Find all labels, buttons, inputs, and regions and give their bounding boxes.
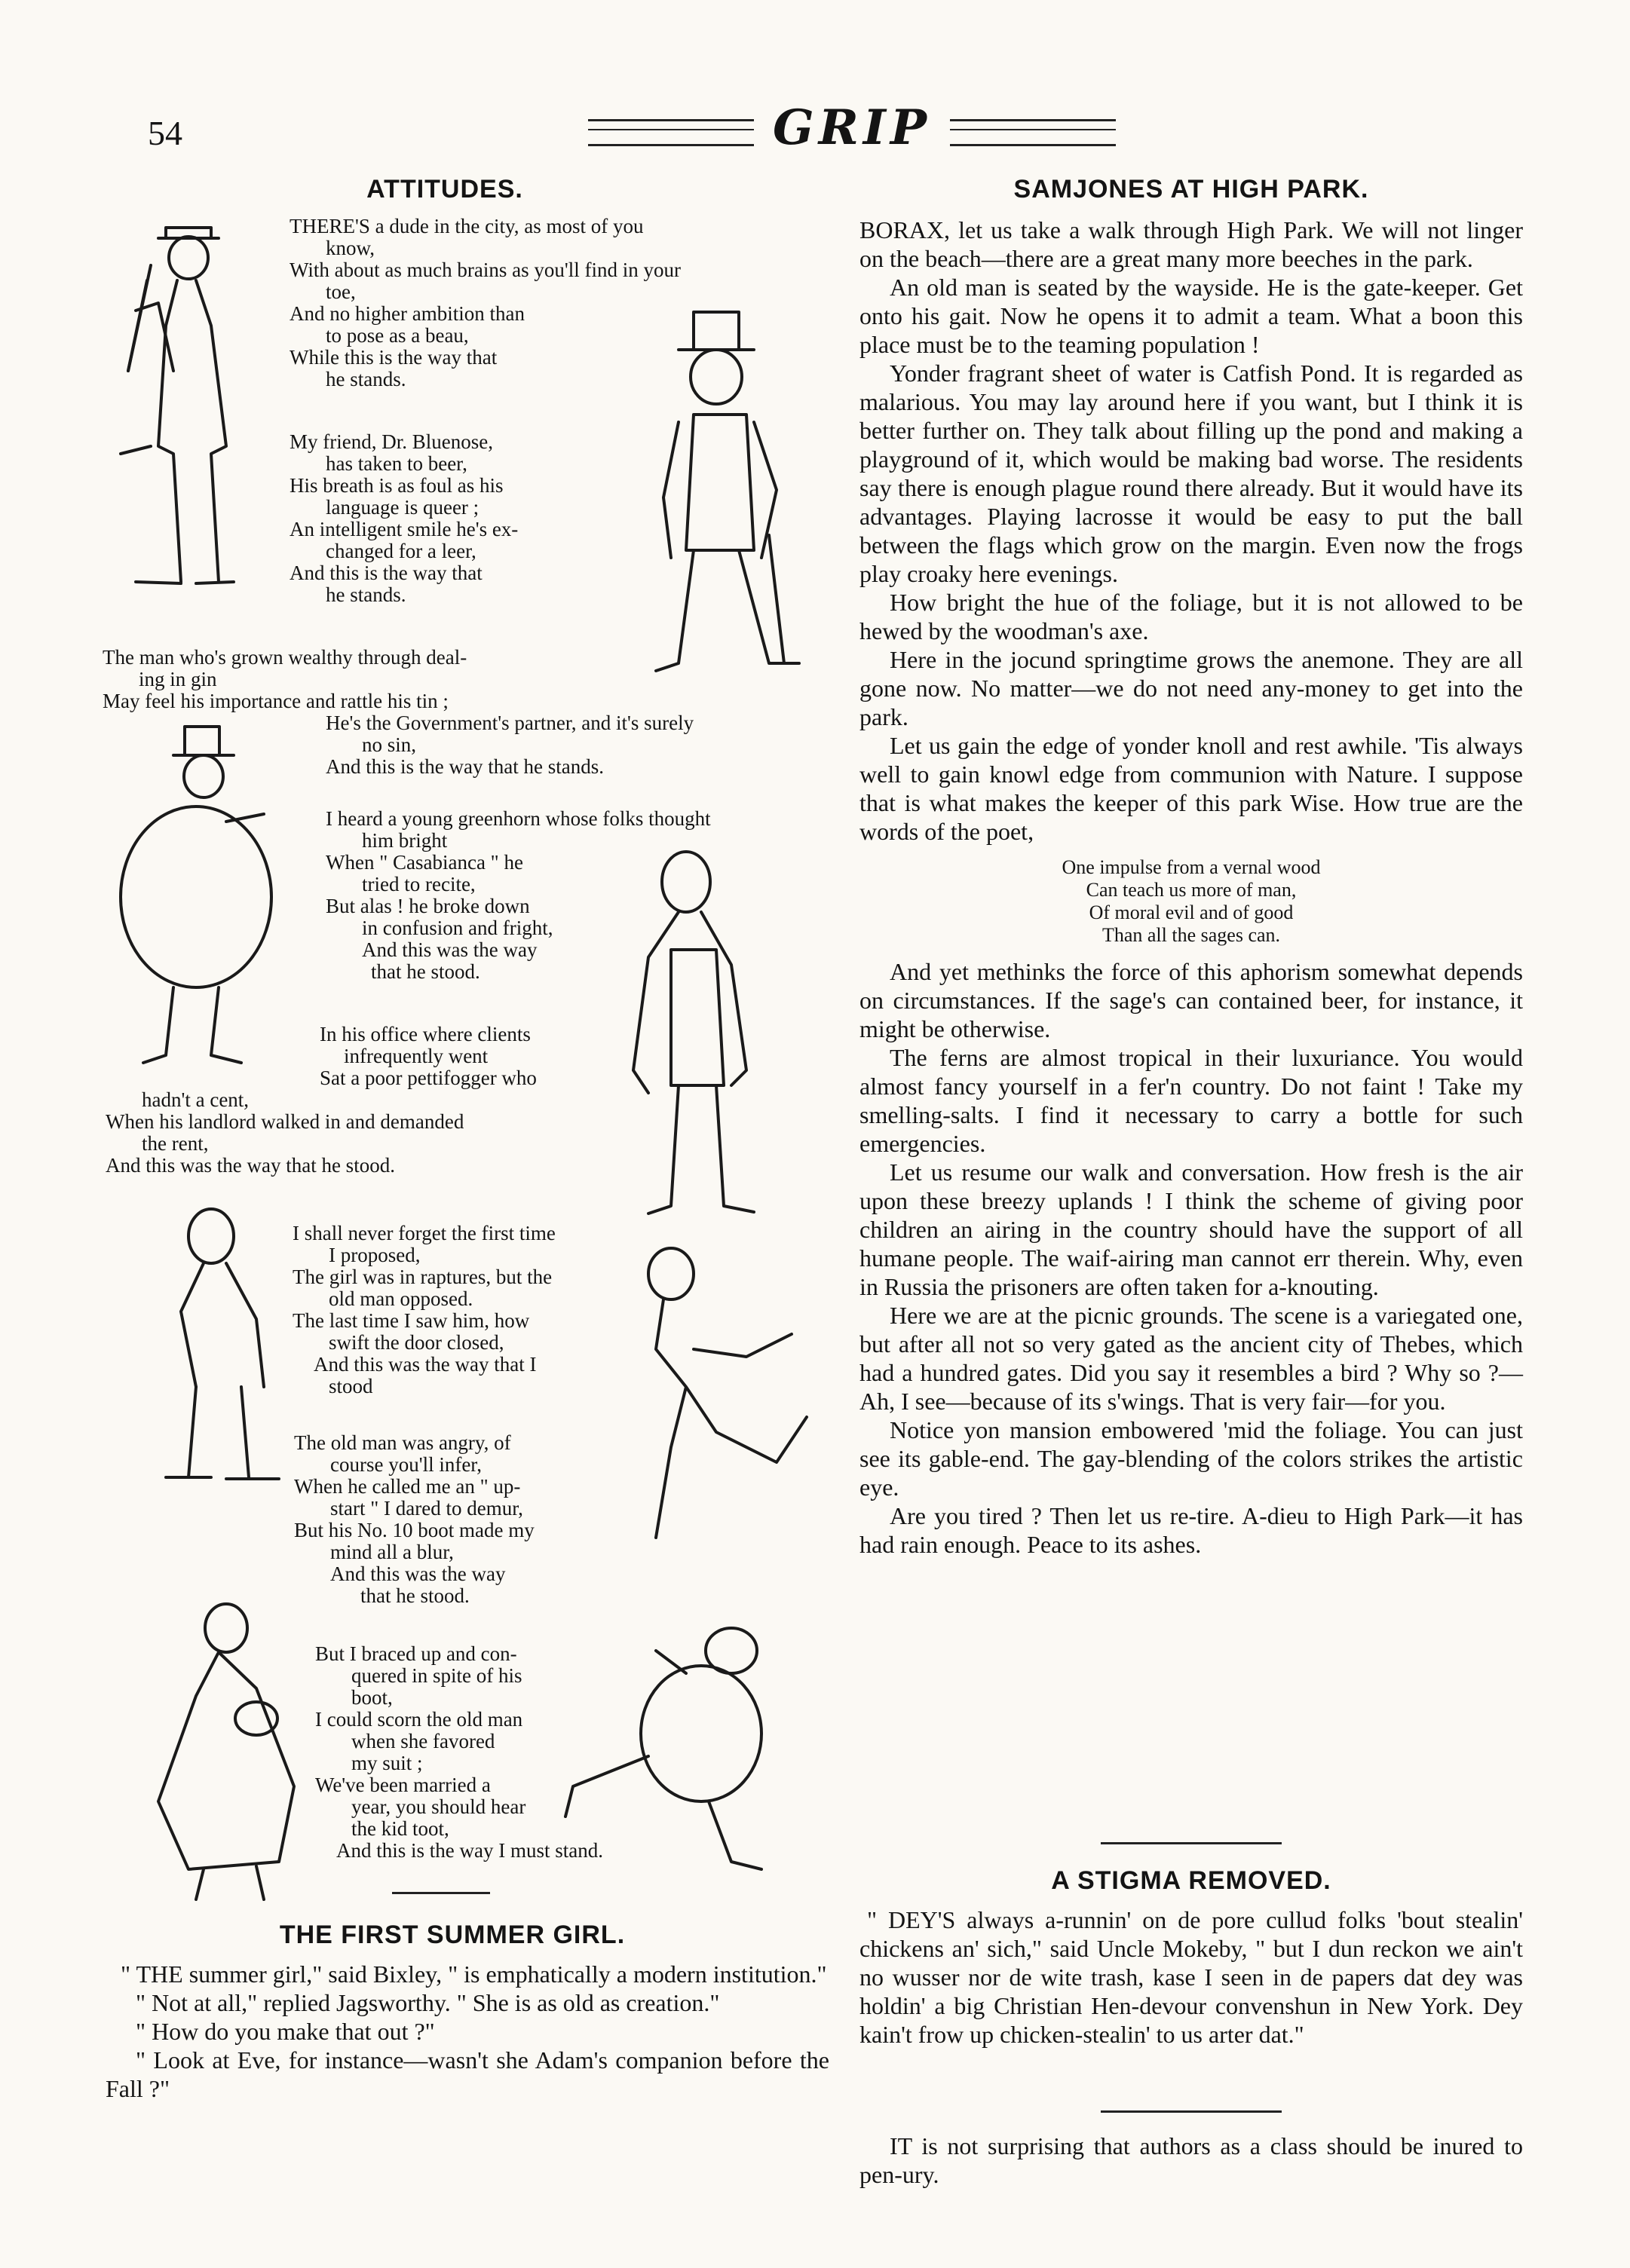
- poem-line: that he stood.: [371, 960, 480, 983]
- verse-line: Of moral evil and of good: [1089, 901, 1294, 923]
- paragraph: Let us resume our walk and conversation. How fresh is the air upon these breezy uplands ! I think the scheme of giving poor children an airing in the country should have the support of all humane people. The waif-airing man cannot err therein. Why, even in Russia the prisoners are often taken for a-knouting.: [859, 1158, 1523, 1300]
- poem-line: has taken to beer,: [326, 452, 467, 475]
- poem-line: The girl was in raptures, but the: [293, 1266, 553, 1288]
- poem-line: And no higher ambition than: [290, 302, 525, 325]
- poem-line: stood: [329, 1375, 373, 1397]
- poem-line: The man who's grown wealthy through deal-: [103, 646, 467, 669]
- poem-line: The old man was angry, of: [294, 1431, 511, 1454]
- poem-line: start " I dared to demur,: [330, 1497, 523, 1520]
- stanza-7: [294, 1432, 641, 1607]
- paragraph: How bright the hue of the foliage, but it is not allowed to be hewed by the woodman's axe.: [859, 589, 1523, 644]
- samjones-heading: SAMJONES AT HIGH PARK.: [1013, 175, 1369, 204]
- paragraph: " Not at all," replied Jagsworthy. " She is as old as creation.": [136, 1989, 720, 2016]
- poem-line: And this was the way that he stood.: [106, 1154, 395, 1177]
- paragraph: Here in the jocund springtime grows the anemone. They are all gone now. No matter—we do not need any-money to get into the park.: [859, 646, 1523, 730]
- masthead: [588, 99, 1116, 167]
- masthead-rule-right: [950, 119, 1116, 146]
- poem-line: infrequently went: [344, 1045, 489, 1067]
- poem-line: When his landlord walked in and demanded: [106, 1110, 464, 1133]
- poem-line: And this was the way: [362, 938, 538, 961]
- paragraph: Here we are at the picnic grounds. The scene is a variegated one, but after all not so very gated as the ancient city of Thebes, which had a hundred gates. Did you say it resembles a bird ? Why so ?—Ah, I see—because of its s'wings. That is very fair—for you.: [859, 1302, 1523, 1415]
- paragraph: And yet methinks the force of this aphorism somewhat depends on circumstances. If the sage's can contained beer, for instance, it might be otherwise.: [859, 958, 1523, 1042]
- masthead-title: GRIP: [773, 99, 931, 156]
- poem-line: tried to recite,: [362, 873, 476, 895]
- poem-line: no sin,: [362, 733, 417, 756]
- masthead-rule-left: [588, 119, 754, 146]
- poem-line: And this is the way I must stand.: [336, 1839, 603, 1862]
- summer-girl-heading: THE FIRST SUMMER GIRL.: [279, 1921, 626, 1949]
- stigma-body: [859, 1905, 1523, 2049]
- paragraph: Notice yon mansion embowered 'mid the foliage. You can just see its gable-end. The gay-blending of the colors strikes the artistic eye.: [859, 1416, 1523, 1501]
- poem-line: mind all a blur,: [330, 1541, 454, 1563]
- poem-line: hadn't a cent,: [142, 1088, 250, 1111]
- page-number: 54: [148, 114, 182, 152]
- proposer-illustration: [151, 1206, 302, 1492]
- poem-line: The last time I saw him, how: [293, 1309, 530, 1332]
- separator: [1101, 2110, 1282, 2113]
- samjones-body: [859, 216, 1523, 1559]
- bluenose-illustration: [626, 309, 822, 686]
- poem-line: While this is the way that: [290, 346, 498, 369]
- verse-line: Than all the sages can.: [1101, 924, 1281, 946]
- poem-line: But alas ! he broke down: [326, 895, 530, 917]
- poem-line: the rent,: [142, 1132, 209, 1155]
- poem-line: ing in gin: [139, 668, 217, 690]
- old-man-kicking-illustration: [558, 1605, 784, 1877]
- poem-line: And this was the way that I: [314, 1353, 537, 1376]
- girl-illustration: [626, 1236, 822, 1553]
- poem-line: I proposed,: [329, 1244, 421, 1266]
- stanza-2: [290, 431, 606, 606]
- poem-line: My friend, Dr. Bluenose,: [290, 430, 493, 453]
- poem-line: quered in spite of his: [351, 1664, 522, 1687]
- poem-line: He's the Government's partner, and it's surely: [326, 712, 694, 734]
- poem-line: An intelligent smile he's ex-: [290, 518, 519, 540]
- married-couple-illustration: [143, 1598, 317, 1914]
- greenhorn-illustration: [603, 844, 792, 1221]
- poem-line: And this was the way: [330, 1563, 506, 1585]
- separator: [1101, 1842, 1282, 1844]
- poem-line: In his office where clients: [320, 1023, 531, 1045]
- poem-line: I heard a young greenhorn whose folks thought: [326, 807, 711, 830]
- closing-body: [859, 2132, 1523, 2189]
- poem-line: the kid toot,: [351, 1817, 449, 1840]
- poem-line: And this is the way that: [290, 562, 483, 584]
- poem-line: When he called me an " up-: [294, 1475, 521, 1498]
- poem-line: in confusion and fright,: [362, 917, 553, 939]
- paragraph: An old man is seated by the wayside. He is the gate-keeper. Get onto his gait. Now he opens it to admit a team. What a boon this place must be to the teaming population !: [859, 274, 1523, 358]
- poem-line: When " Casabianca " he: [326, 851, 523, 874]
- poem-line: His breath is as foul as his: [290, 474, 504, 497]
- paragraph: Yonder fragrant sheet of water is Catfish Pond. It is regarded as malarious. You may lay around here if you want, but I think it is better further on. They talk about filling up the pond and making a playground of it, which would be making bad worse. The residents say there is enough plague round there already. But it would have its advantages. Playing lacrosse it would be easy to put the ball between the flags which grow on the margin. Even now the frogs play croaky here evenings.: [859, 360, 1523, 587]
- poem-line: I shall never forget the first time: [293, 1222, 556, 1244]
- poem-line: language is queer ;: [326, 496, 480, 519]
- poem-line: he stands.: [326, 368, 406, 390]
- poem-line: my suit ;: [351, 1752, 423, 1774]
- poet-quote: [859, 856, 1523, 947]
- stanza-6: [293, 1223, 639, 1397]
- poem-line: But I braced up and con-: [315, 1642, 517, 1665]
- stigma-heading: A STIGMA REMOVED.: [1051, 1866, 1331, 1895]
- dude-illustration: [106, 220, 294, 604]
- poem-line: to pose as a beau,: [326, 324, 469, 347]
- poem-line: THERE'S a dude in the city, as most of you: [290, 215, 644, 237]
- verse-line: One impulse from a vernal wood: [1062, 856, 1321, 878]
- summer-girl-body: [106, 1960, 829, 2103]
- paragraph: " Look at Eve, for instance—wasn't she Adam's companion before the Fall ?": [106, 2046, 829, 2102]
- poem-line: know,: [326, 237, 375, 259]
- poem-line: course you'll infer,: [330, 1453, 482, 1476]
- poem-line: that he stood.: [360, 1584, 470, 1607]
- separator: [392, 1892, 490, 1894]
- paragraph: " How do you make that out ?": [136, 2018, 435, 2045]
- poem-line: I could scorn the old man: [315, 1708, 523, 1731]
- paragraph: Are you tired ? Then let us re-tire. A-dieu to High Park—it has had rain enough. Peace to its ashes.: [859, 1502, 1523, 1558]
- poem-line: But his No. 10 boot made my: [294, 1519, 535, 1541]
- poem-line: Sat a poor pettifogger who: [320, 1067, 537, 1089]
- attitudes-heading: ATTITUDES.: [366, 175, 523, 204]
- poem-line: We've been married a: [315, 1774, 491, 1796]
- wealthy-man-illustration: [113, 724, 294, 1078]
- paragraph: " DEY'S always a-runnin' on de pore cullud folks 'bout stealin' chickens an' sich," said Uncle Mokeby, " but I dun reckon we ain't no wusser nor de wite trash, kase I seen in de papers dat dey was holdin' a big Christian Hen-devour convenshun in New York. Dey kain't frow up chicken-stealin' to us arter dat.": [859, 1906, 1523, 2048]
- paragraph: BORAX, let us take a walk through High Park. We will not linger on the beach—there are a great many more beeches in the park.: [859, 216, 1523, 272]
- poem-line: And this is the way that he stands.: [326, 755, 604, 778]
- paragraph: The ferns are almost tropical in their luxuriance. You would almost fancy yourself in a fer'n country. Do not faint ! Take my smelling-salts. I find it necessary to carry a bottle for such emergencies.: [859, 1044, 1523, 1157]
- poem-line: he stands.: [326, 583, 406, 606]
- poem-line: when she favored: [351, 1730, 495, 1752]
- paragraph: " THE summer girl," said Bixley, " is emphatically a modern institution.": [121, 1960, 827, 1988]
- poem-line: boot,: [351, 1686, 393, 1709]
- poem-line: With about as much brains as you'll find in your: [290, 259, 681, 281]
- poem-line: swift the door closed,: [329, 1331, 504, 1354]
- poem-line: old man opposed.: [329, 1287, 473, 1310]
- paragraph: IT is not surprising that authors as a class should be inured to pen-ury.: [859, 2132, 1523, 2188]
- paragraph: Let us gain the edge of yonder knoll and rest awhile. 'Tis always well to gain knowl edge from communion with Nature. I suppose that is what makes the keeper of this park Wise. How true are the words of the poet,: [859, 732, 1523, 845]
- verse-line: Can teach us more of man,: [1086, 879, 1297, 901]
- poem-line: him bright: [362, 829, 448, 852]
- poem-line: May feel his importance and rattle his tin ;: [103, 690, 449, 712]
- poem-line: changed for a leer,: [326, 540, 476, 562]
- poem-line: toe,: [326, 280, 356, 303]
- poem-line: year, you should hear: [351, 1795, 526, 1818]
